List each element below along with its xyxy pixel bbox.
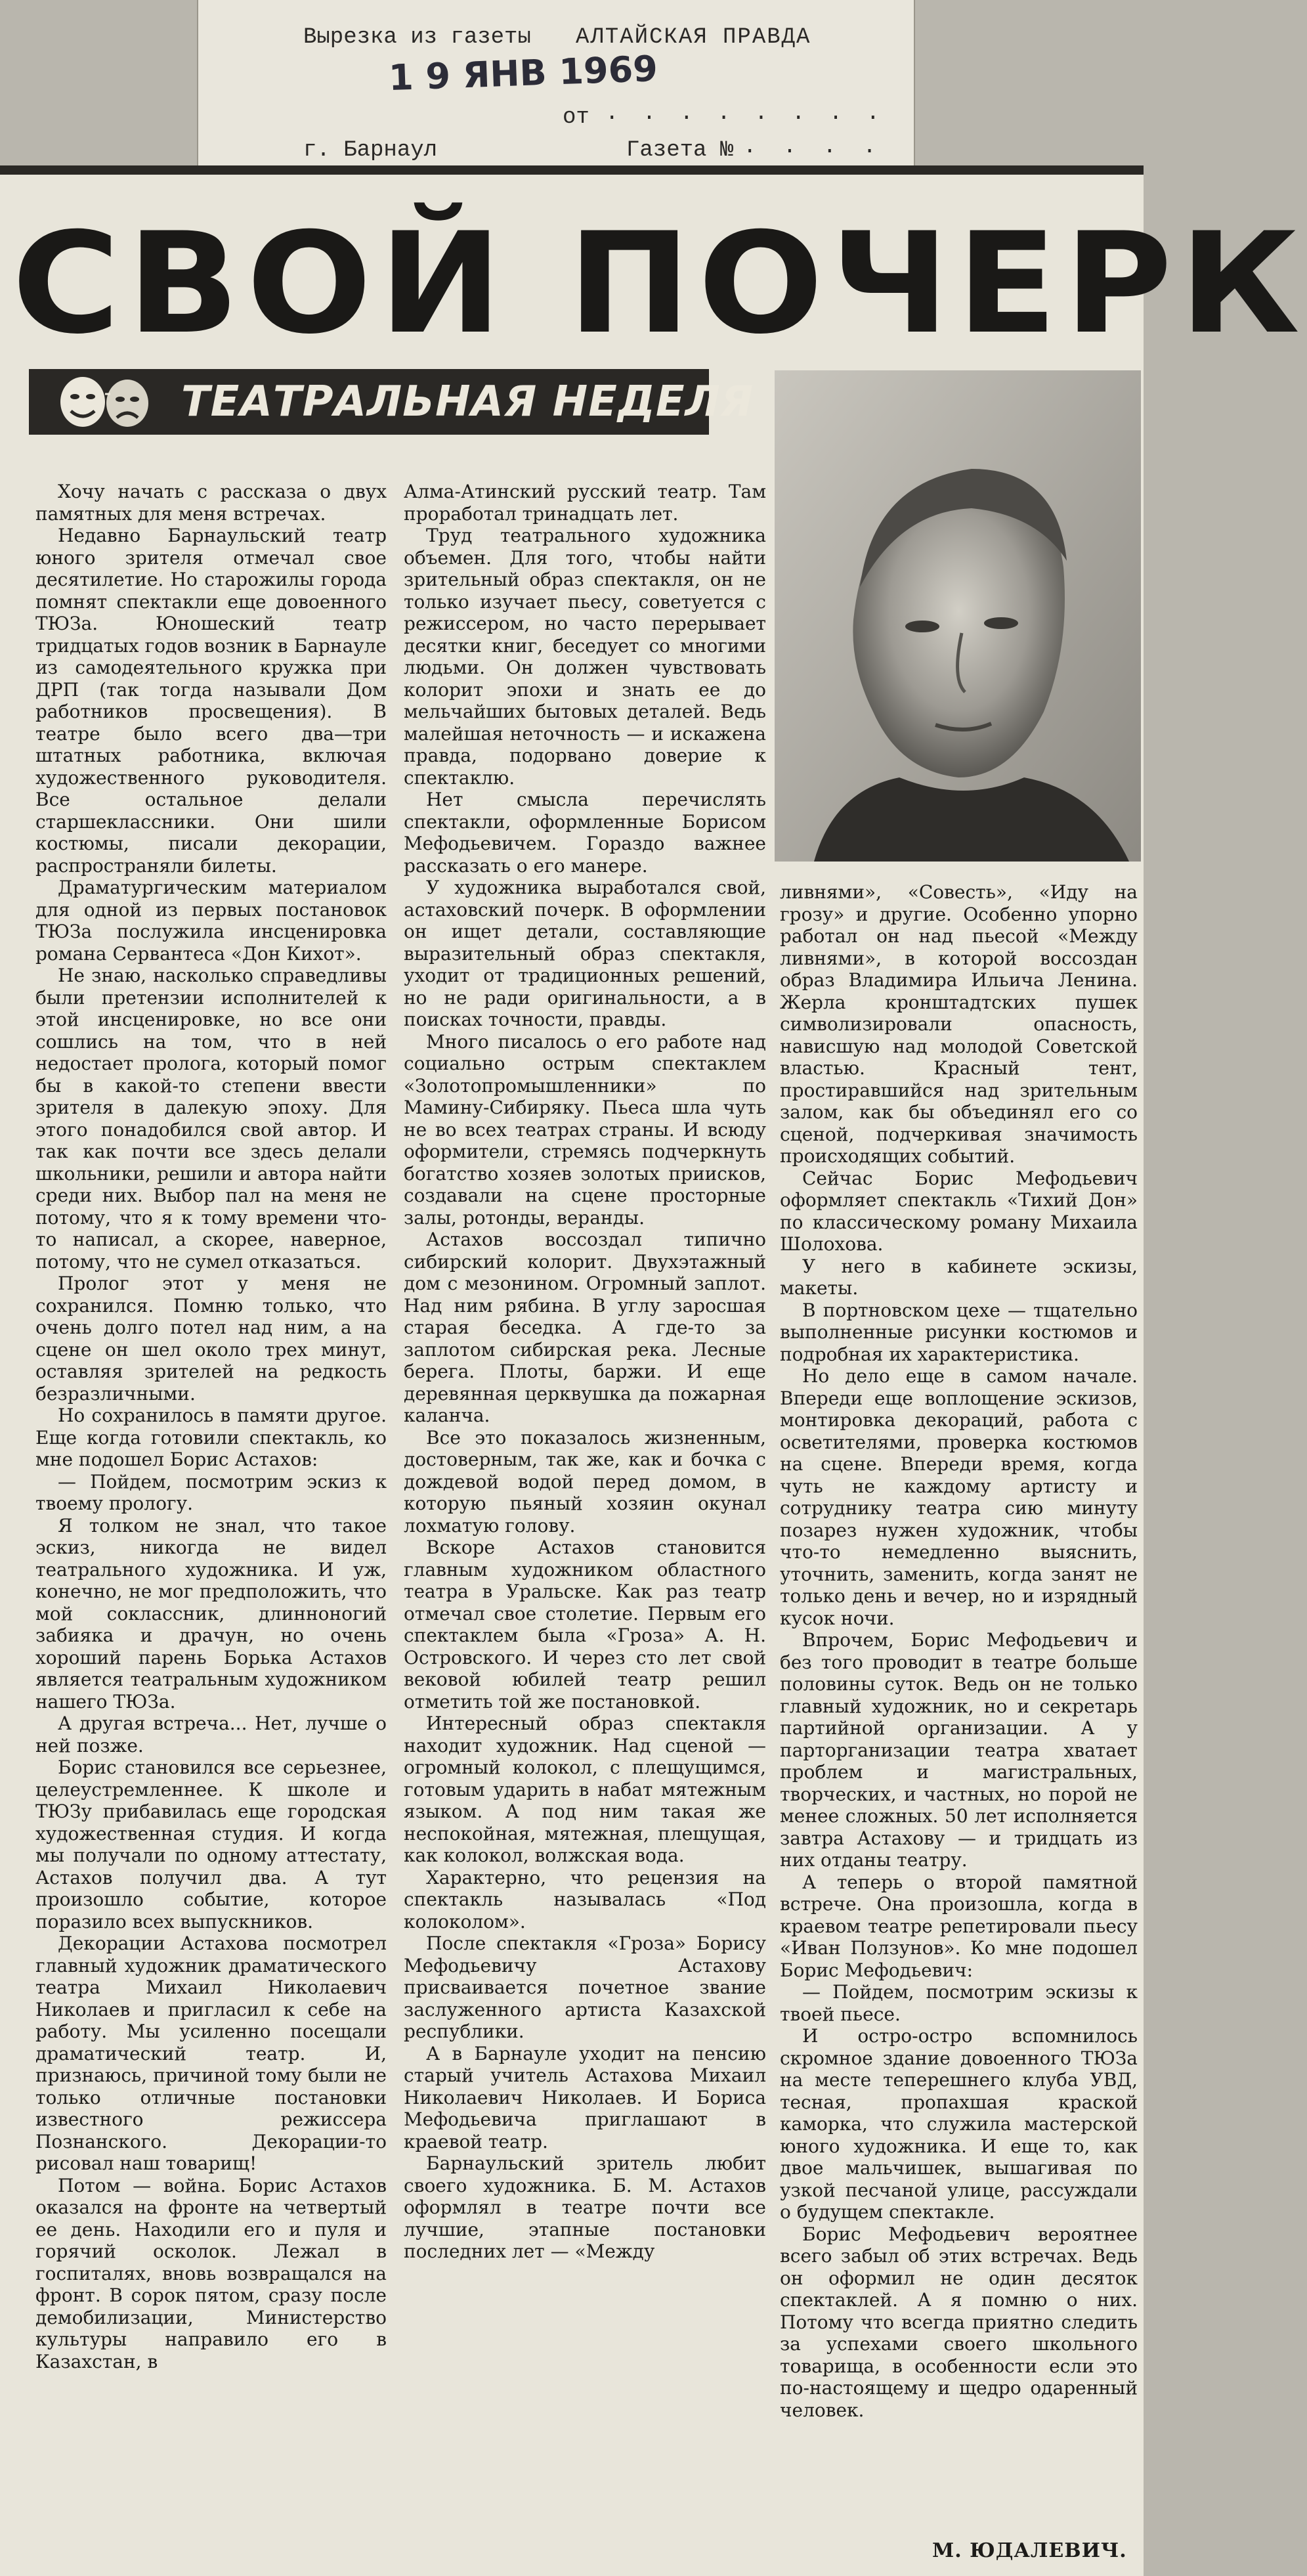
from-label: от xyxy=(563,105,589,130)
paragraph: Астахов воссоздал типично сибирский колорит. Двухэтажный дом с мезонином. Огромный заплот. Над ним рябина. В углу заросшая старая беседка. А где-то за заплотом сибирская река. Лесные берега. Плоты, баржи. И еще деревянная церквушка да пожарная каланча. xyxy=(404,1229,766,1426)
city-label: г. Барнаул xyxy=(303,138,438,163)
paragraph: Алма-Атинский русский театр. Там проработал тринадцать лет. xyxy=(404,481,766,525)
paragraph: Характерно, что рецензия на спектакль называлась «Под колоколом». xyxy=(404,1866,766,1932)
paragraph: Но дело еще в самом начале. Впереди еще воплощение эскизов, монтировка декораций, работа с осветителями, проверка костюмов на сцене. Впереди время, когда чуть не каждому артисту и сотруднику театра сию минуту позарез нужен художник, чтобы что-то немедленно выяснить, уточнить, заменить, когда занят не только день и вечер, но и изрядный кусок ночи. xyxy=(780,1365,1138,1629)
article-column-3 xyxy=(780,881,1138,2421)
paragraph: Декорации Астахова посмотрел главный художник драматического театра Михаил Николаевич Николаев и пригласил к себе на работу. Мы усиленно посещали драматический театр. И, признаюсь, причиной тому были не только отличные постановки известного режиссера Познанского. Декорации-то рисовал наш товарищ! xyxy=(35,1932,387,2174)
paragraph: Все это показалось жизненным, достоверным, так же, как и бочка с дождевой водой перед домом, в которую пьяный хозяин окунал лохматую голову. xyxy=(404,1426,766,1537)
paragraph: Пролог этот у меня не сохранился. Помню только, что очень долго потел над ним, а на сцене он шел около трех минут, оставляя зрителей на редкость безразличными. xyxy=(35,1273,387,1405)
paragraph: И остро-остро вспомнилось скромное здание довоенного ТЮЗа на месте теперешнего клуба УВД, тесная, пропахшая краской каморка, что служила мастерской юного художника. И еще то, как двое мальчишек, вышагивая по узкой песчаной улице, рассуждали о будущем спектакле. xyxy=(780,2025,1138,2223)
paragraph: После спектакля «Гроза» Борису Мефодьевичу Астахову присваивается почетное звание заслуженного артиста Казахской республики. xyxy=(404,1932,766,2042)
rubric-banner xyxy=(29,369,754,435)
rubric-title: ТЕАТРАЛЬНАЯ НЕДЕЛЯ xyxy=(181,378,754,426)
paragraph: — Пойдем, посмотрим эскиз к твоему прологу. xyxy=(35,1470,387,1514)
paragraph: Нет смысла перечислять спектакли, оформленные Борисом Мефодьевичем. Гораздо важнее рассказать о его манере. xyxy=(404,789,766,877)
paragraph: Потом — война. Борис Астахов оказался на фронте на четвертый ее день. Находили его и пуля и горячий осколок. Лежал в госпиталях, вновь возвращался на фронт. В сорок пятом, сразу после демобилизации, Министерство культуры направило его в Казахстан, в xyxy=(35,2174,387,2372)
paragraph: Хочу начать с рассказа о двух памятных для меня встречах. xyxy=(35,481,387,525)
issue-label: Газета № xyxy=(626,138,734,163)
paragraph: У художника выработался свой, астаховский почерк. В оформлении он ищет детали, составляющие выразительный образ спектакля, уходит от традиционных решений, но не ради оригинальности, а в поисках точности, правды. xyxy=(404,877,766,1030)
article-headline: СВОЙ ПОЧЕРК xyxy=(12,202,1307,364)
paragraph: Недавно Барнаульский театр юного зрителя отмечал свое десятилетие. Но старожилы города помнят спектакли еще довоенного ТЮЗа. Юношеский театр тридцатых годов возник в Барнауле из самодеятельного кружка при ДРП (так тогда называли Дом работников просвещения). В театре было всего два—три штатных работника, включая художественного руководителя. Все остальное делали старшеклассники. Они шили костюмы, писали декорации, распространяли билеты. xyxy=(35,525,387,877)
date-blank: . . . . . . . . xyxy=(605,101,886,126)
paragraph: Я толком не знал, что такое эскиз, никогда не видел театрального художника. И уж, конечно, не мог предположить, что мой соклассник, длинноногий забияка и драчун, но очень хороший парень Борька Астахов является театральным художником нашего ТЮЗа. xyxy=(35,1514,387,1713)
paragraph: Драматургическим материалом для одной из первых постановок ТЮЗа послужила инсценировка романа Сервантеса «Дон Кихот». xyxy=(35,877,387,965)
paragraph: — Пойдем, посмотрим эскизы к твоей пьесе. xyxy=(780,1981,1138,2025)
clipping-label: Вырезка из газеты xyxy=(303,25,531,50)
paragraph: Труд театрального художника объемен. Для того, чтобы найти зрительный образ спектакля, он не только изучает пьесу, советуется с режиссером, но часто перерывает десятки книг, беседует со многими людьми. Он должен чувствовать колорит эпохи и знать ее до мельчайших бытовых деталей. Ведь малейшая неточность — и искажена правда, подорвано доверие к спектаклю. xyxy=(404,525,766,789)
theatre-masks-icon xyxy=(42,374,173,429)
issue-blank: . . . . xyxy=(743,135,883,160)
paragraph: У него в кабинете эскизы, макеты. xyxy=(780,1255,1138,1299)
portrait-photo xyxy=(775,370,1141,862)
paragraph: Не знаю, насколько справедливы были претензии исполнителей к этой инсценировке, но все они сошлись на том, что в ней недостает пролога, который помог бы в какой-то степени ввести зрителя в далекую эпоху. Для этого понадобился свой автор. И так как почти все здесь делали школьники, решили и автора найти среди них. Выбор пал на меня не потому, что я к тому времени что-то написал, а скорее, наверное, потому, что не сумел отказаться. xyxy=(35,965,387,1273)
paragraph: Борис Мефодьевич вероятнее всего забыл об этих встречах. Ведь он оформил не один десяток спектаклей. А я помню о них. Потому что всегда приятно следить за успехами своего школьного товарища, в особенности если это по-настоящему и щедро одаренный человек. xyxy=(780,2223,1138,2421)
author-signature: М. ЮДАЛЕВИЧ. xyxy=(932,2539,1127,2562)
newspaper-clipping xyxy=(0,165,1307,2576)
top-rule xyxy=(0,165,1144,175)
paragraph: А другая встреча... Нет, лучше о ней позже. xyxy=(35,1713,387,1757)
article-column-1 xyxy=(35,481,387,2372)
date-stamp: 1 9 ЯНВ 1969 xyxy=(388,47,658,99)
clipping-slip xyxy=(197,0,915,165)
newspaper-name: АЛТАЙСКАЯ ПРАВДА xyxy=(576,25,811,50)
paragraph: Сейчас Борис Мефодьевич оформляет спектакль «Тихий Дон» по классическому роману Михаила Шолохова. xyxy=(780,1167,1138,1255)
paragraph: Борис становился все серьезнее, целеустремленнее. К школе и ТЮЗу прибавилась еще городская художественная студия. И когда мы получали по одному аттестату, Астахов получил два. А тут произошло событие, которое поразило всех выпускников. xyxy=(35,1757,387,1932)
paragraph: А теперь о второй памятной встрече. Она произошла, когда в краевом театре репетировали пьесу «Иван Ползунов». Ко мне подошел Борис Мефодьевич: xyxy=(780,1871,1138,1981)
paragraph: А в Барнауле уходит на пенсию старый учитель Астахова Михаил Николаевич Николаев. И Бориса Мефодьевича приглашают в краевой театр. xyxy=(404,2042,766,2152)
paragraph: ливнями», «Совесть», «Иду на грозу» и другие. Особенно упорно работал он над пьесой «Между ливнями», в которой воссоздан образ Владимира Ильича Ленина. Жерла кронштадтских пушек символизировали опасность, нависшую над молодой Советской властью. Красный тент, простиравшийся над зрительным залом, как бы объединял его со сценой, подчеркивая значимость происходящих событий. xyxy=(780,881,1138,1167)
paragraph: Вскоре Астахов становится главным художником областного театра в Уральске. Как раз театр отмечал свое столетие. Первым его спектаклем была «Гроза» А. Н. Островского. И через сто лет свой вековой юбилей театр решил отметить той же постановкой. xyxy=(404,1537,766,1713)
paragraph: Много писалось о его работе над социально острым спектаклем «Золотопромышленники» по Мамину-Сибиряку. Пьеса шла чуть не во всех театрах страны. И всюду оформители, стремясь подчеркнуть богатство хозяев золотых приисков, создавали на сцене просторные залы, ротонды, веранды. xyxy=(404,1030,766,1229)
paragraph: Впрочем, Борис Мефодьевич и без того проводит в театре больше половины суток. Ведь он не только главный художник, но и секретарь партийной организации. А у парторганизации театра хватает проблем и магистральных, творческих, и частных, но порой не менее сложных. 50 лет исполняется завтра Астахову — и тридцать из них отданы театру. xyxy=(780,1629,1138,1871)
paragraph: Барнаульский зритель любит своего художника. Б. М. Астахов оформлял в театре почти все лучшие, этапные постановки последних лет — «Между xyxy=(404,2152,766,2262)
paragraph: Но сохранилось в памяти другое. Еще когда готовили спектакль, ко мне подошел Борис Астахов: xyxy=(35,1405,387,1470)
paragraph: Интересный образ спектакля находит художник. Над сценой — огромный колокол, с плещущимся, готовым ударить в набат мятежным языком. А под ним такая же неспокойная, мятежная, плещущая, как колокол, волжская вода. xyxy=(404,1713,766,1866)
article-column-2 xyxy=(404,481,766,2263)
paragraph: В портновском цехе — тщательно выполненные рисунки костюмов и подробная их характеристика. xyxy=(780,1299,1138,1365)
